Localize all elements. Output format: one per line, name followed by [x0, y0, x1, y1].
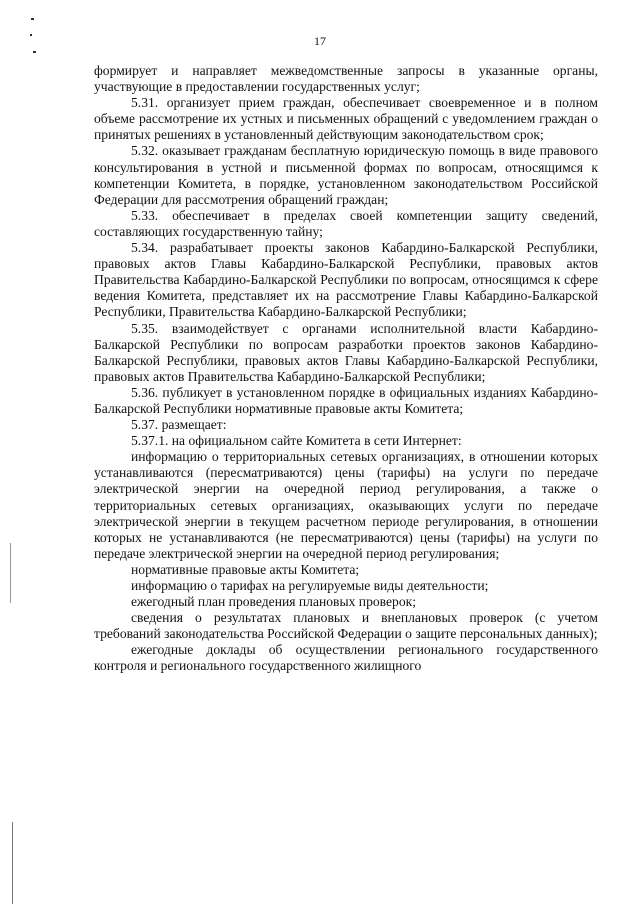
paragraph: информацию о тарифах на регулируемые виды деятельности;: [131, 578, 489, 593]
paragraph: 5.32. оказывает гражданам бесплатную юридическую помощь в виде правового консультирования в устной и письменной формах по вопросам, относящимся к компетенции Комитета, в порядке, установленном законодательством Российской Федерации для рассмотрения обращений граждан;: [94, 143, 598, 207]
page-number: 17: [314, 34, 326, 48]
paragraph: 5.34. разрабатывает проекты законов Кабардино-Балкарской Республики, правовых актов Главы Кабардино-Балкарской Республики, правовых актов Правительства Кабардино-Балкарской Республики по вопросам, относящимся к сфере ведения Комитета, представляет их на рассмотрение Главы Кабардино-Балкарской Республики, Правительства Кабардино-Балкарской Республики;: [94, 240, 598, 320]
paragraph: 5.37. размещает:: [131, 417, 227, 433]
paragraph: формирует и направляет межведомственные запросы в указанные органы, участвующие в предоставлении государственных услуг;: [94, 63, 598, 95]
paragraph: информацию о территориальных сетевых организациях, в отношении которых устанавливаются (пересматриваются) цены (тарифы) на услуги по передаче электрической энергии на очередной период регулирования, а также о территориальных сетевых организациях, оказывающих услуги по передаче электрической энергии в текущем расчетном периоде регулирования, в отношении которых не устанавливаются (не пересматриваются) цены (тарифы) на услуги по передаче электрической энергии на очередной период регулирования;: [94, 449, 598, 561]
paragraph: сведения о результатах плановых и внеплановых проверок (с учетом требований законодательства Российской Федерации о защите персональных данных);: [94, 610, 598, 642]
paragraph: 5.37.1. на официальном сайте Комитета в сети Интернет:: [131, 433, 462, 449]
scan-edge-line: [12, 822, 13, 904]
scan-edge-line: [10, 543, 11, 603]
scan-artifact: [31, 18, 34, 20]
paragraph: 5.31. организует прием граждан, обеспечивает своевременное и в полном объеме рассмотрение их устных и письменных обращений с уведомлением граждан о принятых решениях в установленный действующим законодательством срок;: [94, 95, 598, 143]
scan-artifact: [33, 51, 36, 53]
paragraph: 5.33. обеспечивает в пределах своей компетенции защиту сведений, составляющих государственную тайну;: [94, 207, 598, 239]
paragraph: 5.35. взаимодействует с органами исполнительной власти Кабардино-Балкарской Республики по вопросам разработки проектов законов Кабардино-Балкарской Республики, правовых актов Главы Кабардино-Балкарской Республики, правовых актов Правительства Кабардино-Балкарской Республики;: [94, 320, 598, 384]
paragraph: 5.36. публикует в установленном порядке в официальных изданиях Кабардино-Балкарской Республики нормативные правовые акты Комитета;: [94, 384, 598, 416]
paragraph: ежегодные доклады об осуществлении регионального государственного контроля и регионального государственного жилищного: [94, 642, 598, 674]
paragraph: нормативные правовые акты Комитета;: [131, 561, 360, 577]
paragraph: ежегодный план проведения плановых проверок;: [131, 594, 417, 610]
document-body: [94, 63, 598, 675]
